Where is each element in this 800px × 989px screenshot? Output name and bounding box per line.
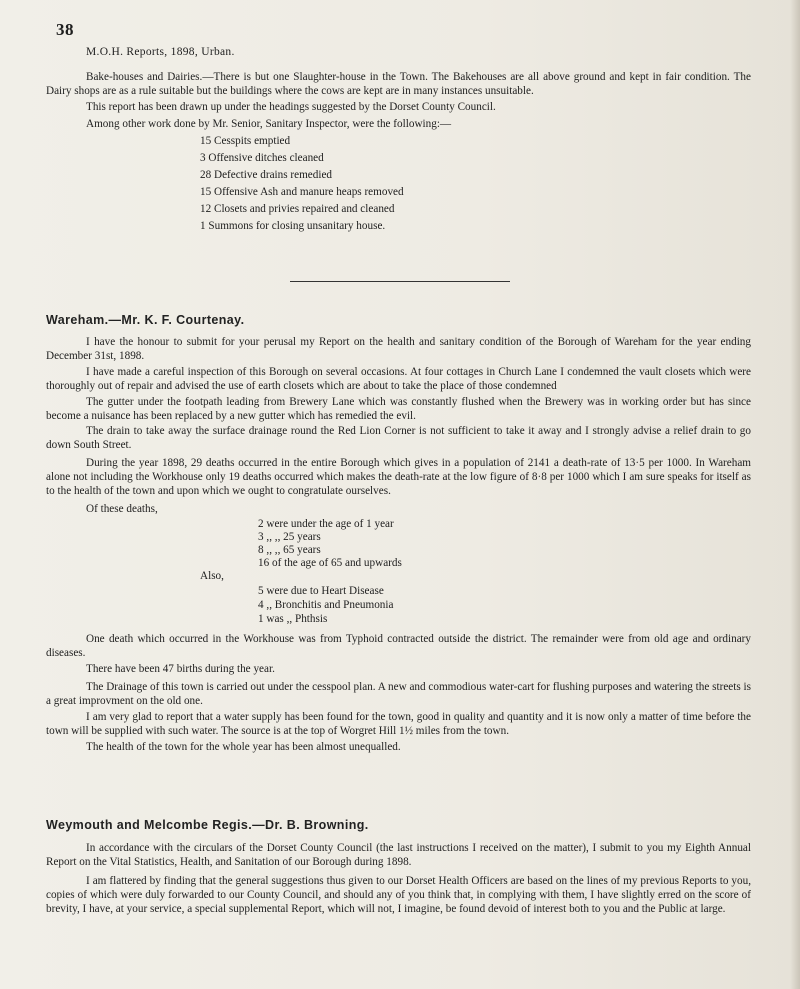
death-age-row: 8 ,, ,, 65 years	[258, 544, 321, 556]
section-heading-wareham: Wareham.—Mr. K. F. Courtenay.	[46, 313, 245, 327]
wareham-paragraph: The drain to take away the surface drainage round the Red Lion Corner is not sufficient to take it away and I strongly advise a relief drain to go down South Street.	[46, 425, 751, 451]
wareham-paragraph: The gutter under the footpath leading from Brewery Lane which was constantly flushed when the Brewery was in working order but has since become a nuisance has been replaced by a new gutter which has remedied the evil.	[46, 396, 751, 422]
death-cause-row: 5 were due to Heart Disease	[258, 585, 384, 597]
work-item: 3 Offensive ditches cleaned	[200, 152, 324, 164]
intro-paragraph-report: This report has been drawn up under the headings suggested by the Dorset County Council.	[86, 101, 496, 113]
weymouth-paragraph: In accordance with the circulars of the Dorset County Council (the last instructions I received on the matter), I submit to you my Eighth Annual Report on the Vital Statistics, Health, and Sanitation of our Borough during 1898.	[46, 842, 751, 868]
intro-paragraph-inspector: Among other work done by Mr. Senior, Sanitary Inspector, were the following:—	[86, 118, 452, 130]
death-age-row: 16 of the age of 65 and upwards	[258, 557, 402, 569]
work-item: 12 Closets and privies repaired and cleaned	[200, 203, 395, 215]
section-divider	[290, 281, 510, 282]
wareham-paragraph-health: The health of the town for the whole year has been almost unequalled.	[86, 741, 401, 753]
death-cause-row: 4 ,, Bronchitis and Pneumonia	[258, 599, 394, 611]
wareham-paragraph: I have made a careful inspection of this Borough on several occasions. At four cottages in Church Lane I condemned the vault closets which were thoroughly out of repair and advised the use of earth closets which are about to take the place of those condemned	[46, 366, 751, 392]
wareham-paragraph-drainage: The Drainage of this town is carried out under the cesspool plan. A new and commodious water-cart for flushing purposes and watering the streets is a great improvment on the old one.	[46, 681, 751, 707]
work-item: 15 Offensive Ash and manure heaps removed	[200, 186, 404, 198]
wareham-paragraph: I have the honour to submit for your perusal my Report on the health and sanitary condition of the Borough of Wareham for the year ending December 31st, 1898.	[46, 336, 751, 362]
weymouth-paragraph: I am flattered by finding that the general suggestions thus given to our Dorset Health Officers are based on the lines of my previous Reports to you, copies of which were duly forwarded to our County Council, and should any of you think that, in complying with them, I have slightly erred on the score of brevity, I have, at your service, a special supplemental Report, which will not, I imagine, be found devoid of interest both to you and the Public at large.	[46, 875, 751, 915]
death-cause-row: 1 was ,, Phthsis	[258, 613, 328, 625]
section-heading-weymouth: Weymouth and Melcombe Regis.—Dr. B. Browning.	[46, 818, 369, 832]
death-age-row: 2 were under the age of 1 year	[258, 518, 394, 530]
work-item: 15 Cesspits emptied	[200, 135, 291, 147]
wareham-paragraph-births: There have been 47 births during the year.	[86, 663, 275, 675]
work-item: 1 Summons for closing unsanitary house.	[200, 220, 386, 232]
running-head: M.O.H. Reports, 1898, Urban.	[86, 46, 235, 58]
also-label: Also,	[200, 570, 224, 582]
page-number: 38	[56, 20, 74, 39]
death-age-row: 3 ,, ,, 25 years	[258, 531, 321, 543]
deaths-intro: Of these deaths,	[86, 503, 158, 515]
wareham-paragraph: One death which occurred in the Workhouse was from Typhoid contracted outside the district. The remainder were from old age and ordinary diseases.	[46, 633, 751, 659]
wareham-paragraph-water: I am very glad to report that a water supply has been found for the town, good in quality and quantity and it is now only a matter of time before the town will be supplied with such water. The source is at the top of Worgret Hill 1½ miles from the town.	[46, 711, 751, 737]
page-edge-shadow	[790, 0, 800, 989]
work-item: 28 Defective drains remedied	[200, 169, 333, 181]
intro-paragraph-bakehouses: Bake-houses and Dairies.—There is but one Slaughter-house in the Town. The Bakehouses are all above ground and kept in fair condition. The Dairy shops are as a rule suitable but the buildings where the cows are kept are in many instances unsuitable.	[46, 71, 751, 97]
wareham-paragraph-deaths: During the year 1898, 29 deaths occurred in the entire Borough which gives in a population of 2141 a death-rate of 13·5 per 1000. In Wareham alone not including the Workhouse only 19 deaths occurred which makes the death-rate at the low figure of 8·8 per 1000 which I am sure speaks for itself as to the health of the town and upon which we ought to congratulate ourselves.	[46, 457, 751, 497]
